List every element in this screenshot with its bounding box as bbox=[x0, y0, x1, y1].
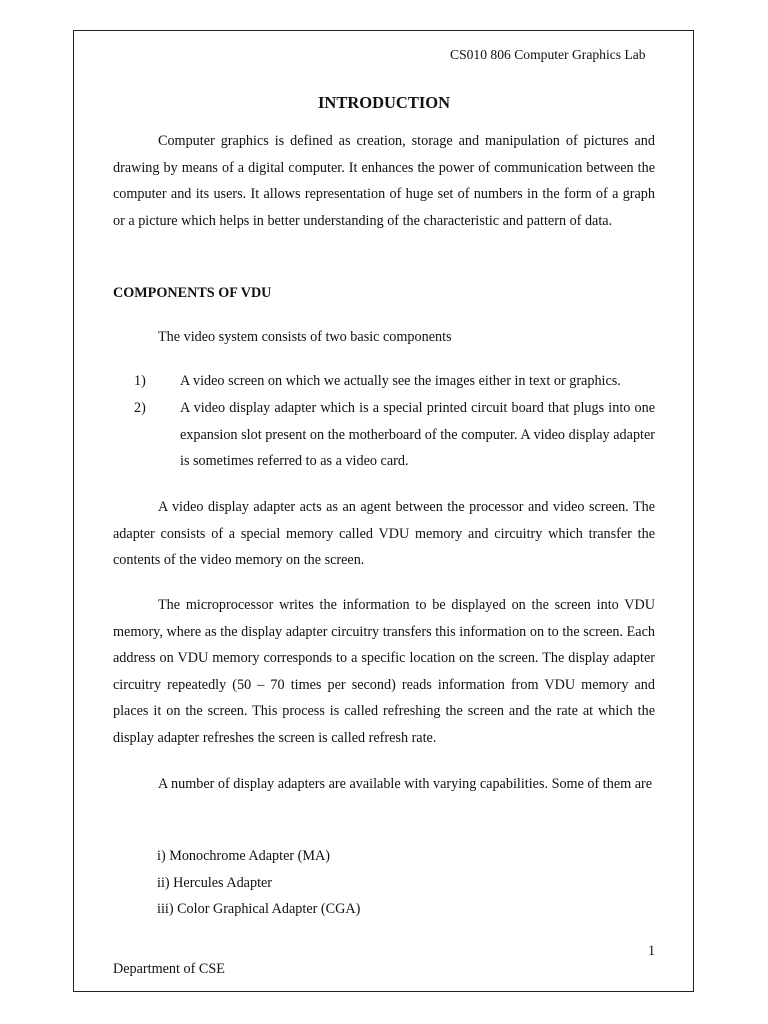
list-item-number: 2) bbox=[134, 400, 146, 416]
page-number: 1 bbox=[648, 943, 656, 959]
adapters-available-paragraph: A number of display adapters are available with varying capabilities. Some of them are bbox=[158, 776, 653, 792]
adapter-list-item: i) Monochrome Adapter (MA) bbox=[157, 848, 330, 864]
adapter-paragraph: A video display adapter acts as an agent between the processor and video screen. The adapter consists of a special memory called VDU memory and circuitry which transfer the contents of the video memory on the screen. bbox=[113, 499, 655, 569]
running-header: CS010 806 Computer Graphics Lab bbox=[450, 47, 646, 62]
adapter-list-item: iii) Color Graphical Adapter (CGA) bbox=[157, 901, 361, 917]
list-item: A video display adapter which is a special printed circuit board that plugs into one expansion slot present on the motherboard of the computer. A video display adapter is sometimes referred to as a video card. bbox=[180, 400, 655, 470]
adapter-list-item: ii) Hercules Adapter bbox=[157, 875, 273, 891]
components-intro: The video system consists of two basic components bbox=[158, 329, 452, 345]
list-item-number: 1) bbox=[134, 373, 146, 389]
list-item: A video screen on which we actually see the images either in text or graphics. bbox=[180, 373, 621, 389]
running-footer: Department of CSE bbox=[113, 961, 225, 977]
page-title: INTRODUCTION bbox=[317, 93, 451, 112]
intro-paragraph: Computer graphics is defined as creation, storage and manipulation of pictures and drawing by means of a digital computer. It enhances the power of communication between the computer and its users. It allows representation of huge set of numbers in the form of a graph or a picture which helps in better understanding of the characteristic and pattern of data. bbox=[113, 133, 655, 229]
section-heading: COMPONENTS OF VDU bbox=[113, 285, 272, 301]
microprocessor-paragraph: The microprocessor writes the information to be displayed on the screen into VDU memory, where as the display adapter circuitry transfers this information on to the screen. Each address on VDU memory corresponds to a specific location on the screen. The display adapter circuitry repeatedly (50 – 70 times per second) reads information from VDU memory and places it on the screen. This process is called refreshing the screen and the rate at which the display adapter refreshes the screen is called refresh rate. bbox=[113, 597, 655, 746]
